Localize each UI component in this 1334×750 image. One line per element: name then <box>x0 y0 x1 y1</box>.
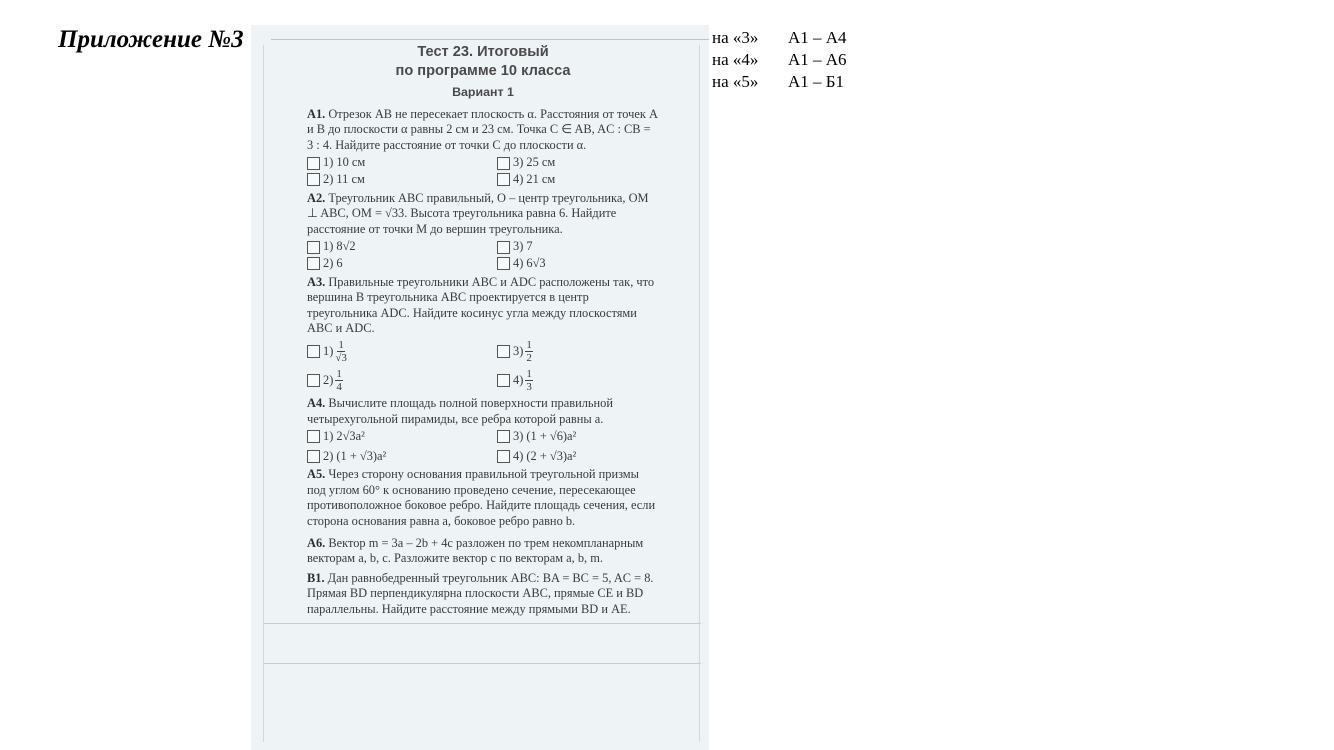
fraction-numerator: 1 <box>526 338 532 351</box>
checkbox[interactable] <box>497 345 510 358</box>
checkbox[interactable] <box>307 241 320 254</box>
task-id: A2. <box>307 190 326 205</box>
checkbox[interactable] <box>497 157 510 170</box>
answer-option[interactable] <box>497 339 659 364</box>
task-a4 <box>307 396 659 427</box>
scan-top-line <box>271 39 709 40</box>
task-text: Вектор m = 3a – 2b + 4c разложен по трем некомпланарным векторам a, b, c. Разложите вектор c по векторам a, b, m. <box>307 535 644 566</box>
grade-label: на «3» <box>712 28 759 47</box>
answer-label: 3) <box>513 343 524 358</box>
answer-option[interactable] <box>307 429 497 445</box>
answer-option[interactable] <box>307 339 497 364</box>
task-b1 <box>307 571 659 618</box>
answer-label: 2) (1 + √3)a² <box>323 448 387 463</box>
grade-label: на «5» <box>712 72 759 91</box>
answer-option[interactable] <box>497 449 659 465</box>
checkbox[interactable] <box>307 345 320 358</box>
fraction <box>525 339 533 364</box>
fraction-denominator: 4 <box>336 380 342 393</box>
grade-range: А1 – А6 <box>788 50 847 69</box>
answer-option[interactable] <box>497 172 659 188</box>
task-a3 <box>307 275 659 337</box>
answer-label: 3) 25 см <box>513 155 556 170</box>
answer-label: 4) (2 + √3)a² <box>513 448 577 463</box>
answer-option[interactable] <box>497 429 659 445</box>
task-id: A3. <box>307 274 326 289</box>
task-id: A5. <box>307 467 326 482</box>
test-title-line2: по программе 10 класса <box>395 63 571 79</box>
checkbox[interactable] <box>497 241 510 254</box>
task-text: Треугольник ABC правильный, O – центр треугольника, OM ⊥ ABC, OM = √33. Высота треугольника равна 6. Найдите расстояние от точки M до вершин треугольника. <box>307 190 649 236</box>
answer-label: 1) <box>323 343 334 358</box>
checkbox[interactable] <box>307 173 320 186</box>
answer-option[interactable] <box>307 449 497 465</box>
answer-option[interactable] <box>497 256 659 272</box>
scan-fold-line <box>263 663 701 664</box>
answer-options <box>307 429 659 464</box>
task-id: A6. <box>307 535 326 550</box>
answer-option[interactable] <box>497 155 659 171</box>
fraction <box>525 368 533 393</box>
task-text: Вычислите площадь полной поверхности правильной четырехугольной пирамиды, все ребра которой равны a. <box>307 395 614 426</box>
fraction-denominator: 2 <box>526 351 532 364</box>
variant-label: Вариант 1 <box>452 85 514 99</box>
answer-options <box>307 155 659 187</box>
answer-option[interactable] <box>497 368 659 393</box>
task-text: Через сторону основания правильной треугольной призмы под углом 60° к основанию проведено сечение, пересекающее противоположное боковое ребро. Найдите площадь сечения, если сторона основания равна a, боковое ребро равно b. <box>307 467 656 529</box>
task-a1 <box>307 107 659 154</box>
checkbox[interactable] <box>307 450 320 463</box>
answer-option[interactable] <box>307 368 497 393</box>
checkbox[interactable] <box>497 173 510 186</box>
checkbox[interactable] <box>307 430 320 443</box>
checkbox[interactable] <box>307 157 320 170</box>
grading-row <box>712 71 847 93</box>
answer-label: 3) 7 <box>513 239 533 254</box>
answer-label: 4) 21 см <box>513 171 556 186</box>
checkbox[interactable] <box>307 257 320 270</box>
checkbox[interactable] <box>497 374 510 387</box>
task-id: A1. <box>307 106 326 121</box>
appendix-title: Приложение №3 <box>58 26 244 53</box>
scanned-test-page <box>251 25 709 750</box>
answer-option[interactable] <box>497 239 659 255</box>
test-sheet <box>307 43 659 620</box>
answer-options <box>307 339 659 393</box>
checkbox[interactable] <box>497 450 510 463</box>
scan-edge-line <box>699 45 700 742</box>
fraction <box>335 339 347 364</box>
task-text: Дан равнобедренный треугольник ABC: BA = BC = 5, AC = 8. Прямая BD перпендикулярна плоскости ABC, прямые CE и BD параллельны. Найдите расстояние между прямыми BD и AE. <box>307 570 654 617</box>
grade-label: на «4» <box>712 50 759 69</box>
answer-label: 1) 2√3a² <box>323 429 365 444</box>
grading-row <box>712 49 847 71</box>
fraction-denominator: √3 <box>335 351 347 364</box>
answer-options <box>307 239 659 271</box>
grade-range: А1 – Б1 <box>788 72 845 91</box>
fraction-numerator: 1 <box>338 338 344 351</box>
answer-label: 4) 6√3 <box>513 255 546 270</box>
task-id: B1. <box>307 570 325 585</box>
answer-label: 2) 11 см <box>323 171 365 186</box>
answer-label: 2) 6 <box>323 255 343 270</box>
task-text: Правильные треугольники ABC и ADC расположены так, что вершина B треугольника ABC проектируется в центр треугольника ADC. Найдите косинус угла между плоскостями ABC и ADC. <box>307 274 655 336</box>
task-a6 <box>307 536 659 567</box>
answer-option[interactable] <box>307 239 497 255</box>
fraction <box>335 368 343 393</box>
grading-row <box>712 27 847 49</box>
fraction-numerator: 1 <box>336 367 342 380</box>
checkbox[interactable] <box>307 374 320 387</box>
scan-fold-line <box>263 623 701 624</box>
answer-option[interactable] <box>307 172 497 188</box>
checkbox[interactable] <box>497 257 510 270</box>
grading-table <box>712 27 847 93</box>
scan-edge-line <box>263 45 264 742</box>
answer-label: 2) <box>323 372 334 387</box>
answer-option[interactable] <box>307 256 497 272</box>
fraction-numerator: 1 <box>526 367 532 380</box>
checkbox[interactable] <box>497 430 510 443</box>
test-title-line1: Тест 23. Итоговый <box>417 44 549 60</box>
grade-range: А1 – А4 <box>788 28 847 47</box>
answer-label: 1) 10 см <box>323 155 366 170</box>
answer-option[interactable] <box>307 155 497 171</box>
task-a5 <box>307 467 659 529</box>
task-text: Отрезок AB не пересекает плоскость α. Расстояния от точек A и B до плоскости α равны 2 см и 23 см. Точка C ∈ AB, AC : CB = 3 : 4. Найдите расстояние от точки C до плоскости α. <box>307 106 658 152</box>
answer-label: 1) 8√2 <box>323 239 356 254</box>
task-id: A4. <box>307 395 326 410</box>
fraction-denominator: 3 <box>526 380 532 393</box>
answer-label: 3) (1 + √6)a² <box>513 429 577 444</box>
task-a2 <box>307 191 659 238</box>
answer-label: 4) <box>513 372 524 387</box>
